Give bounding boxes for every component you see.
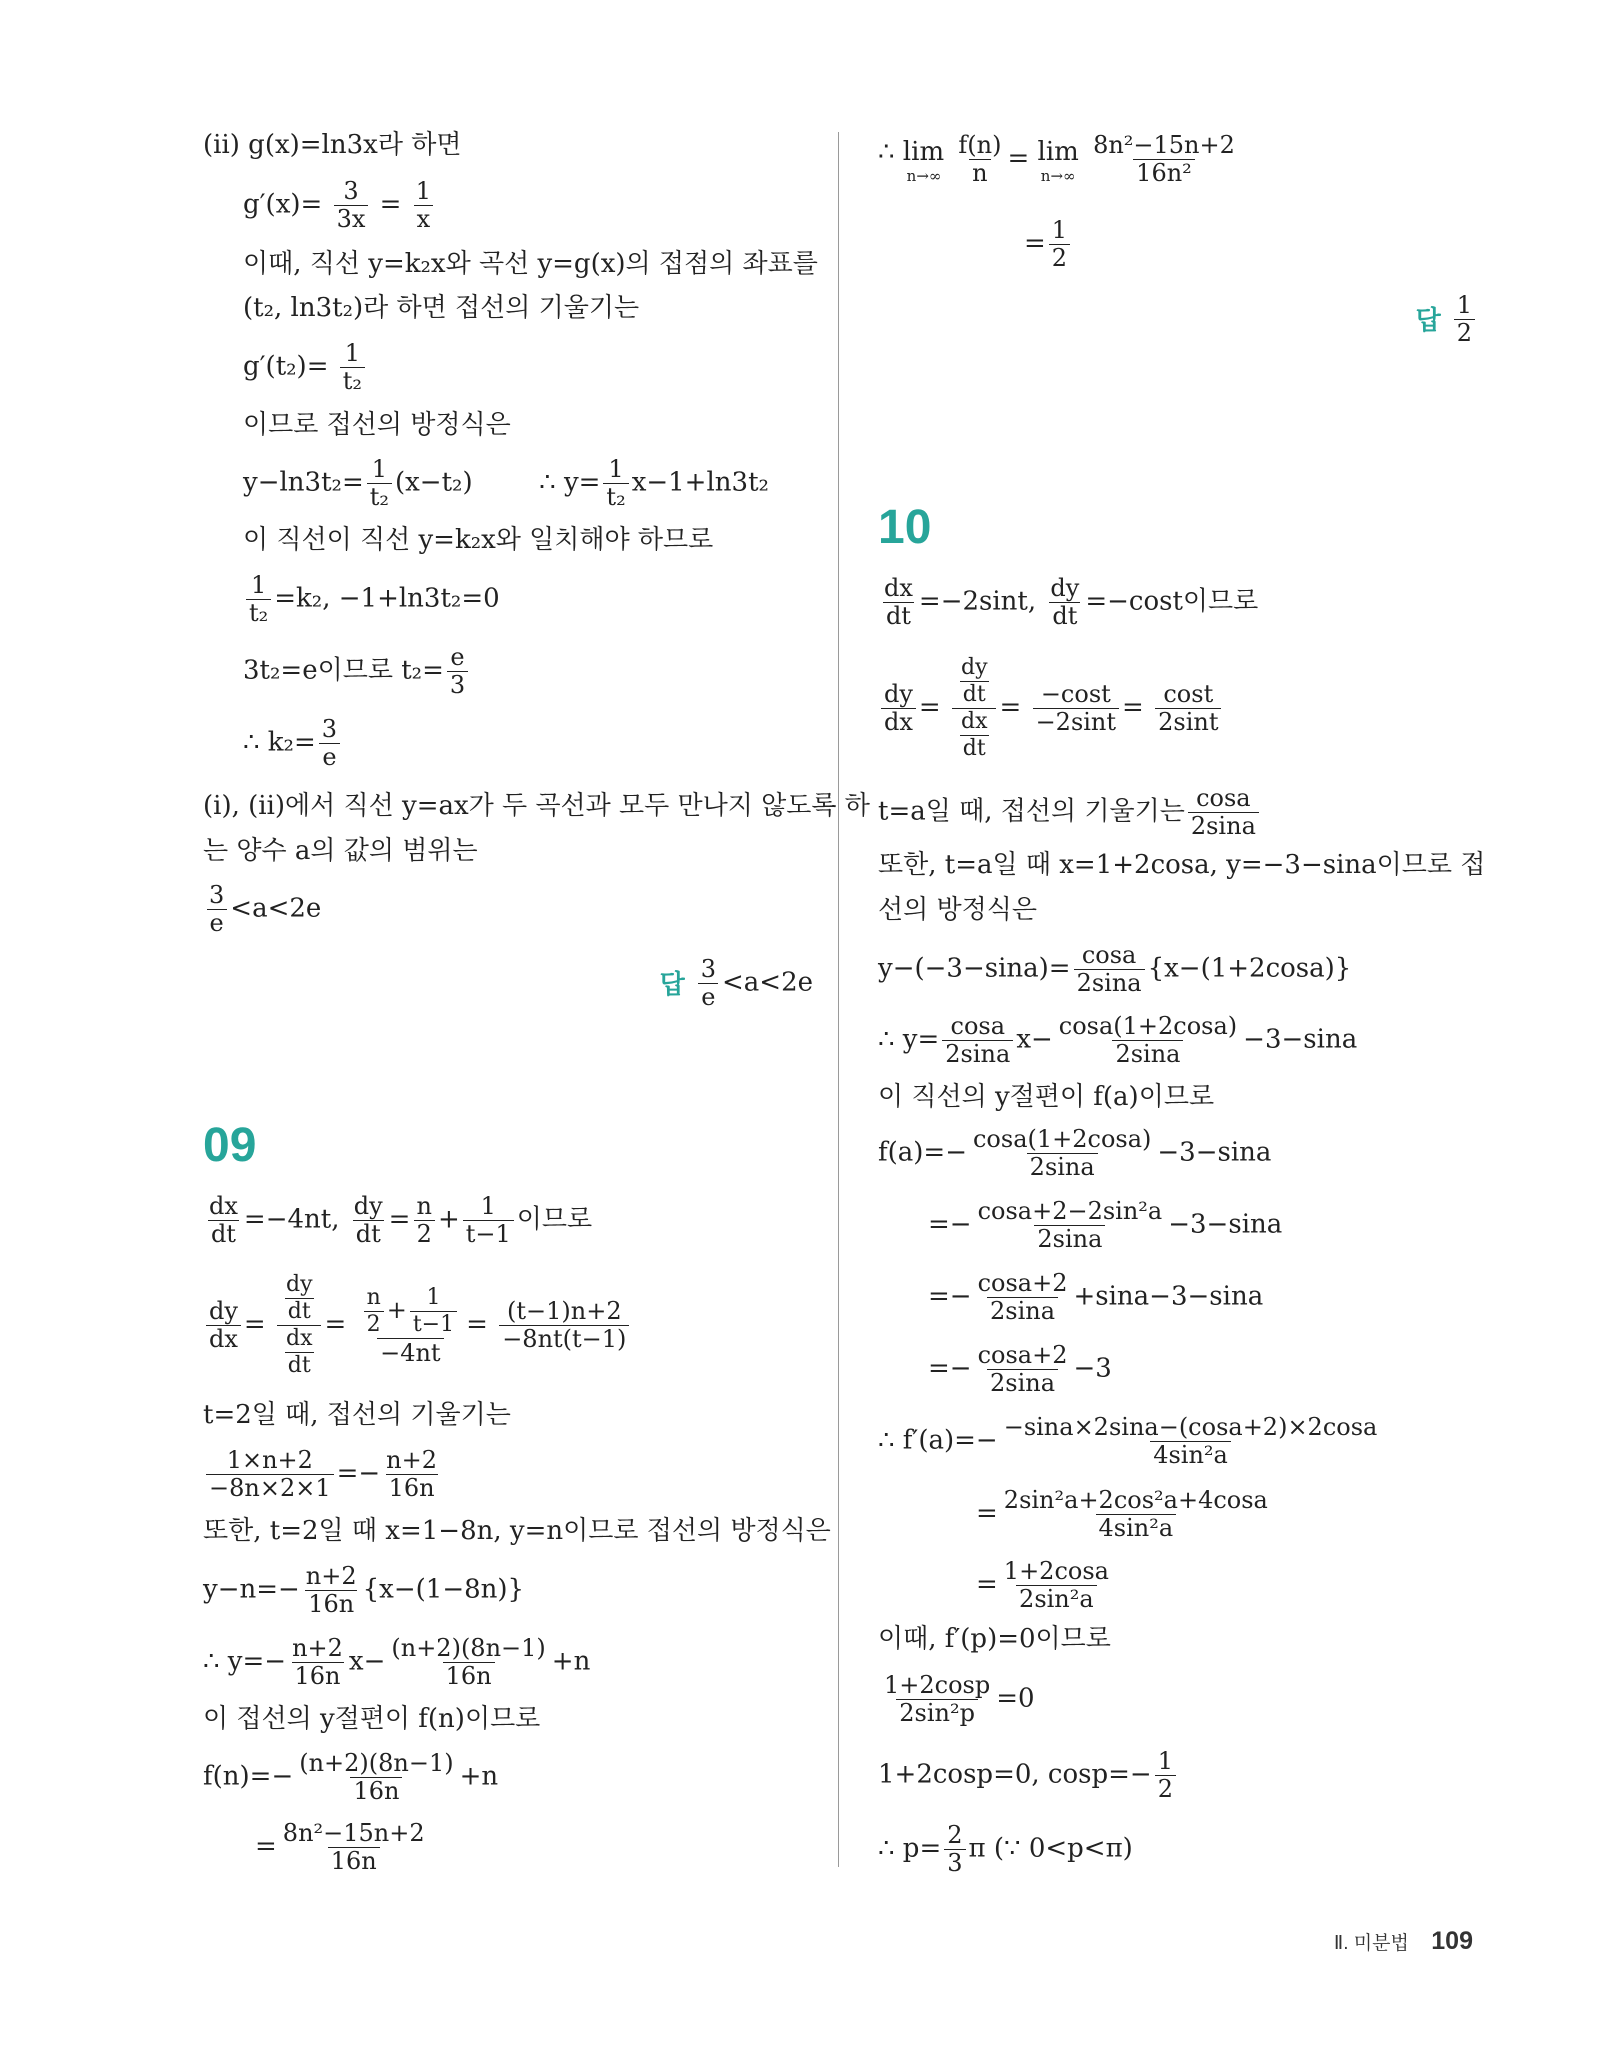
- text-line: 또한, t=2일 때 x=1−8n, y=n이므로 접선의 방정식은: [203, 1516, 831, 1546]
- range-line: $\frac{3}{e}$ <a<2e: [203, 882, 321, 937]
- fraction: $\frac{dy}{dt}$: [353, 1192, 383, 1248]
- section-title: Ⅱ. 미분법: [1333, 1933, 1409, 1954]
- text-line: t=2일 때, 접선의 기울기는: [203, 1400, 511, 1430]
- fraction: $\frac{n+2}{16n}$: [292, 1634, 343, 1690]
- fraction: $\frac{\cos a}{2\sin a}$: [1074, 942, 1145, 997]
- answer-09: [1416, 292, 1478, 347]
- f-prime-line: ∴ f′(a)=− $\frac{-\sin a\times 2\sin a-(\cos a+2)\times 2\cos a}{\text{4sin²a}}$: [878, 1414, 1383, 1469]
- fraction: $\frac{dy}{dt}$: [1050, 574, 1080, 630]
- fraction: $\frac{\text{2sin²a+2cos²a+4cosa}}{\text{4sin²a}}$: [1003, 1486, 1268, 1542]
- f-prime-step-1: = $\frac{\text{2sin²a+2cos²a+4cosa}}{\text{4sin²a}}$: [976, 1487, 1274, 1542]
- fraction: $\frac{\text{8n²−15n+2}}{16n}$: [282, 1819, 425, 1875]
- g-prime-line: g′(x)= $\frac{3}{3x}$ = $\frac{1}{x}$: [243, 178, 437, 233]
- answer-label: 답: [1415, 304, 1441, 335]
- slope-value-line: $\frac{1\times n+2}{-8n\times 2\times 1}$ =− $\frac{n+2}{16n}$: [203, 1447, 443, 1502]
- fraction: $\frac{1}{2}$: [1049, 217, 1070, 272]
- f-prime-zero-line: $\frac{1+2\cos p}{\text{2sin²p}}$ =0: [878, 1672, 1035, 1727]
- t2-line: 3t₂=e이므로 t₂= $\frac{e}{3}$: [243, 644, 471, 699]
- dy-dx-line: $\frac{dy}{dx}$ = $\frac{\frac{dy}{dt}}{\frac{dx}{dt}}$ = $\frac{n}{2}$ + $\frac{1}{t-1}$ −4nt = $\frac{(t-1)n+2}{-8nt(t-1)}$: [203, 1272, 632, 1379]
- fraction: $\frac{dx}{dt}$: [960, 709, 988, 761]
- fraction: $\frac{\text{8n²−15n+2}}{\text{16n²}}$: [1093, 131, 1235, 187]
- slope-line-10: t=a일 때, 접선의 기울기는 $\frac{\cos a}{2\sin a}$: [878, 785, 1262, 840]
- text-line: 이 직선의 y절편이 f(a)이므로: [878, 1082, 1215, 1112]
- fraction: $\frac{1}{t-1}$: [410, 1285, 457, 1338]
- fraction: $\frac{3}{e}$: [319, 716, 340, 771]
- fraction: $\frac{1}{x}$: [413, 178, 434, 233]
- fraction: $\frac{1}{2}$: [1155, 1748, 1176, 1803]
- fraction: $\frac{(t-1)n+2}{-8nt(t-1)}$: [499, 1298, 629, 1353]
- f-prime-step-2: = $\frac{1+2\cos a}{\text{2sin²a}}$: [976, 1558, 1115, 1613]
- fraction: $\frac{1+2\cos a}{\text{2sin²a}}$: [1003, 1557, 1109, 1613]
- f-a-step-1: =− $\frac{\text{cosa+2−2sin²a}}{2\sin a}$ −3−sina: [928, 1197, 1283, 1253]
- fraction: $\frac{\cos a}{2\sin a}$: [942, 1013, 1013, 1068]
- limit-line: ∴ lim n→∞ $\frac{f(n)}{n}$ = lim n→∞ $\frac{\text{8n²−15n+2}}{\text{16n²}}$: [878, 132, 1241, 187]
- f-n-simplified: = $\frac{\text{8n²−15n+2}}{16n}$: [255, 1820, 431, 1875]
- fraction: $\frac{dy}{dx}$: [881, 681, 916, 736]
- f-a-step-2: =− $\frac{\cos a+2}{2\sin a}$ +sina−3−sina: [928, 1269, 1264, 1325]
- fraction: $\frac{(n+2)(8n-1)}{16n}$: [391, 1634, 546, 1690]
- fraction: $\frac{dy}{dx}$: [206, 1298, 241, 1353]
- text-line: 이 접선의 y절편이 f(n)이므로: [203, 1704, 541, 1734]
- tangent-line-10: y−(−3−sina)= $\frac{\cos a}{2\sin a}$ {x−(1+2cosa)}: [878, 941, 1352, 997]
- text-line: 는 양수 a의 값의 범위는: [203, 836, 478, 866]
- fraction: $\frac{-\cos t}{-2\sin t}$: [1033, 681, 1119, 736]
- fraction: $\frac{3}{e}$: [206, 882, 227, 937]
- answer-label: 답: [659, 968, 685, 999]
- fraction: $\frac{f(n)}{n}$: [958, 131, 1002, 187]
- problem-number-09: 09: [203, 1119, 257, 1172]
- fraction: $\frac{1}{\text{t₂}}$: [340, 340, 365, 395]
- fraction: $\frac{1}{2}$: [1454, 292, 1475, 347]
- fraction: $\frac{2}{3}$: [944, 1822, 965, 1877]
- compound-fraction: $\frac{n}{2}$ + $\frac{1}{t-1}$ −4nt: [358, 1285, 464, 1367]
- text-line: (ⅰ), (ⅱ)에서 직선 y=ax가 두 곡선과 모두 만나지 않도록 하: [203, 791, 870, 821]
- text-line: 선의 방정식은: [878, 895, 1037, 925]
- fraction: $\frac{\cos a(1+2\cos a)}{2\sin a}$: [972, 1125, 1152, 1181]
- fraction: $\frac{1+2\cos p}{\text{2sin²p}}$: [884, 1671, 991, 1727]
- fraction: $\frac{n}{2}$: [413, 1193, 434, 1248]
- y-equation-10: ∴ y= $\frac{\cos a}{2\sin a}$ x− $\frac{\cos a(1+2\cos a)}{2\sin a}$ −3−sina: [878, 1012, 1358, 1068]
- fraction: $\frac{dy}{dt}$: [960, 655, 988, 707]
- cosp-line: 1+2cosp=0, cosp=− $\frac{1}{2}$: [878, 1748, 1179, 1803]
- compound-fraction: [952, 655, 997, 762]
- fraction: $\frac{\cos a+2}{2\sin a}$: [977, 1341, 1068, 1397]
- page-number: 109: [1431, 1927, 1473, 1955]
- tangent-equation-line: y−ln3t₂= $\frac{1}{\text{t₂}}$ (x−t₂) ∴ y= $\frac{1}{\text{t₂}}$ x−1+ln3t₂: [243, 455, 769, 511]
- fraction: $\frac{\text{cosa+2−2sin²a}}{2\sin a}$: [977, 1197, 1163, 1253]
- fraction: $\frac{3}{3x}$: [334, 178, 369, 233]
- derivative-line: $\frac{dx}{dt}$ =−4nt, $\frac{dy}{dt}$ = $\frac{n}{2}$ + $\frac{1}{t-1}$ 이므로: [203, 1193, 592, 1248]
- f-a-line: f(a)=− $\frac{\cos a(1+2\cos a)}{2\sin a}$ −3−sina: [878, 1125, 1272, 1181]
- fraction: $\frac{dx}{dt}$: [285, 1326, 313, 1378]
- fraction: $\frac{n+2}{16n}$: [305, 1562, 357, 1618]
- page-footer: [1334, 1927, 1473, 1956]
- text-line: (t₂, ln3t₂)라 하면 접선의 기울기는: [243, 293, 640, 323]
- fraction: $\frac{1}{\text{t₂}}$: [246, 572, 271, 627]
- condition-line: $\frac{1}{\text{t₂}}$ =k₂, −1+ln3t₂=0: [243, 572, 500, 627]
- derivative-line-10: $\frac{dx}{dt}$ =−2sint, $\frac{dy}{dt}$ =−cost이므로: [878, 575, 1258, 630]
- k2-line: ∴ k₂= $\frac{3}{e}$: [243, 716, 343, 771]
- case-ii-intro: (ⅱ) g(x)=ln3x라 하면: [203, 130, 462, 160]
- fraction: $\frac{1}{t-1}$: [463, 1193, 514, 1248]
- fraction: $\frac{e}{3}$: [447, 644, 468, 699]
- text-line: 이때, 직선 y=k₂x와 곡선 y=g(x)의 접점의 좌표를: [243, 249, 818, 279]
- text-line: 이 직선이 직선 y=k₂x와 일치해야 하므로: [243, 525, 714, 555]
- fraction: $\frac{1}{\text{t₂}}$: [603, 456, 628, 511]
- text-line: 또한, t=a일 때 x=1+2cosa, y=−3−sina이므로 접: [878, 850, 1486, 880]
- limit-result: = $\frac{1}{2}$: [1024, 217, 1073, 272]
- fraction: $\frac{dx}{dt}$: [884, 574, 913, 630]
- column-divider: [838, 132, 839, 1867]
- slope-line: g′(t₂)= $\frac{1}{\text{t₂}}$: [243, 340, 368, 395]
- fraction: $\frac{\cos a(1+2\cos a)}{2\sin a}$: [1058, 1012, 1238, 1068]
- f-n-line: f(n)=− $\frac{(n+2)(8n-1)}{16n}$ +n: [203, 1749, 499, 1805]
- answer-8: 답 $\frac{3}{e}$ <a<2e: [659, 955, 813, 1011]
- fraction: $\frac{dx}{dt}$: [209, 1192, 238, 1248]
- fraction: $\frac{\cos t}{2\sin t}$: [1155, 681, 1221, 736]
- fraction: $\frac{1}{\text{t₂}}$: [367, 456, 392, 511]
- fraction: $\frac{\cos a+2}{2\sin a}$: [977, 1269, 1068, 1325]
- f-a-step-3: =− $\frac{\cos a+2}{2\sin a}$ −3: [928, 1341, 1112, 1397]
- fraction: $\frac{n+2}{16n}$: [386, 1446, 438, 1502]
- dy-dx-line-10: $\frac{dy}{dx}$ = $\frac{\frac{dy}{dt}}{\frac{dx}{dt}}$ = $\frac{-\cos t}{-2\sin t}$ = $\frac{\cos t}{2\sin t}$: [878, 655, 1224, 762]
- fraction: $\frac{-\sin a\times 2\sin a-(\cos a+2)\times 2\cos a}{\text{4sin²a}}$: [1003, 1413, 1378, 1469]
- fraction: $\frac{1\times n+2}{-8n\times 2\times 1}$: [206, 1447, 334, 1502]
- text-line: 이므로 접선의 방정식은: [243, 410, 511, 440]
- fraction: $\frac{n}{2}$: [364, 1285, 384, 1338]
- y-equation-09: ∴ y=− $\frac{n+2}{16n}$ x− $\frac{(n+2)(8n-1)}{16n}$ +n: [203, 1634, 591, 1690]
- p-value-line: ∴ p= $\frac{2}{3}$ π (∵ 0<p<π): [878, 1821, 1133, 1877]
- fraction: $\frac{\cos a}{2\sin a}$: [1188, 785, 1259, 840]
- fraction: $\frac{dy}{dt}$: [285, 1272, 313, 1324]
- fraction: $\frac{(n+2)(8n-1)}{16n}$: [299, 1749, 454, 1805]
- text-line: 이때, f′(p)=0이므로: [878, 1624, 1111, 1654]
- compound-fraction: [277, 1272, 322, 1379]
- fraction: $\frac{3}{e}$: [698, 956, 719, 1011]
- tangent-line-09: y−n=− $\frac{n+2}{16n}$ {x−(1−8n)}: [203, 1562, 525, 1618]
- problem-number-10: 10: [878, 501, 932, 554]
